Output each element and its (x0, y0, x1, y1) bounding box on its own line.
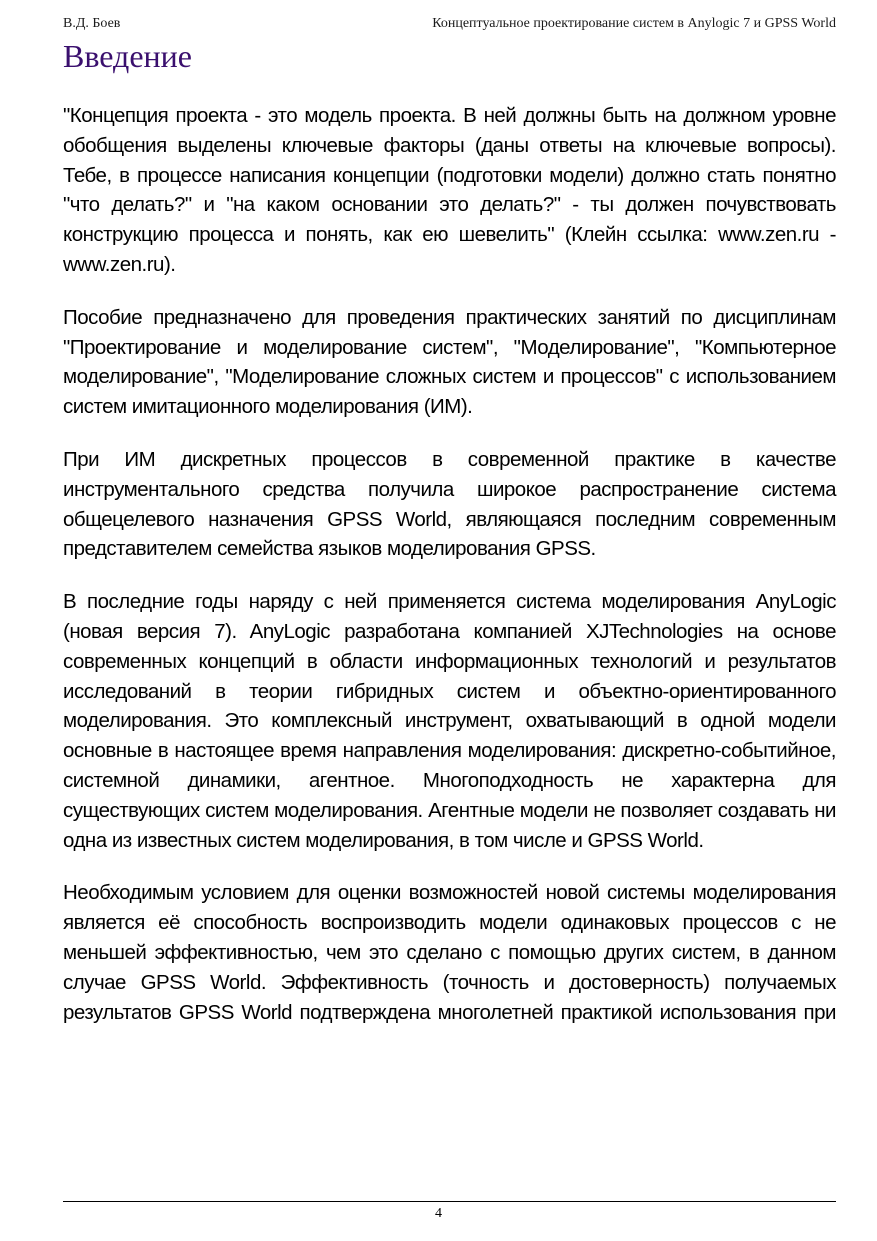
section-title: Введение (63, 38, 192, 74)
running-header (63, 16, 836, 36)
paragraph-3: При ИМ дискретных процессов в современной практике в качестве инструментального средства получила широкое распространение система общецелевого назначения GPSS World, являющаяся последним современным представителем семейства языков моделирования GPSS. (63, 447, 836, 561)
paragraph-5: Необходимым условием для оценки возможностей новой системы моделирования является её способность воспроизводить модели одинаковых процессов с не меньшей эффективностью, чем это сделано с помощью других систем, в данном случае GPSS World. Эффективность (точность и достоверность) получаемых результатов GPSS World подтверждена многолетней практикой использования при (63, 881, 836, 1024)
paragraph-4: В последние годы наряду с ней применяется система моделирования AnyLogic (новая версия 7). AnyLogic разработана компанией XJTechnologies на основе современных концепций в области информационных технологий и результатов исследований в теории гибридных систем и объектно-ориентированного моделирования. Это комплексный инструмент, охватывающий в одной модели основные в настоящее время направления моделирования: дискретно-событийное, системной динамики, агентное. Многоподходность не характерна для существующих систем моделирования. Агентные модели не позволяет создавать ни одна из известных систем моделирования, в том числе и GPSS World. (63, 590, 836, 852)
paragraph-2: Пособие предназначено для проведения практических занятий по дисциплинам "Проектирование и моделирование систем", "Моделирование", "Компьютерное моделирование", "Моделирование сложных систем и процессов" с использованием систем имитационного моделирования (ИМ). (63, 305, 836, 419)
page-number: 4 (435, 1206, 442, 1221)
header-book-title: Концептуальное проектирование систем в Anylogic 7 и GPSS World (432, 16, 836, 31)
header-author: В.Д. Боев (63, 16, 121, 31)
footer-divider (63, 1201, 836, 1202)
paragraph-1: "Концепция проекта - это модель проекта. В ней должны быть на должном уровне обобщения выделены ключевые факторы (даны ответы на ключевые вопросы). Тебе, в процессе написания концепции (подготовки модели) должно стать понятно "что делать?" и "на каком основании это делать?" - ты должен почувствовать конструкцию процесса и понять, как ею шевелить" (Клейн ссылка: www.zen.ru - www.zen.ru). (63, 104, 836, 276)
body-text (63, 101, 836, 1027)
